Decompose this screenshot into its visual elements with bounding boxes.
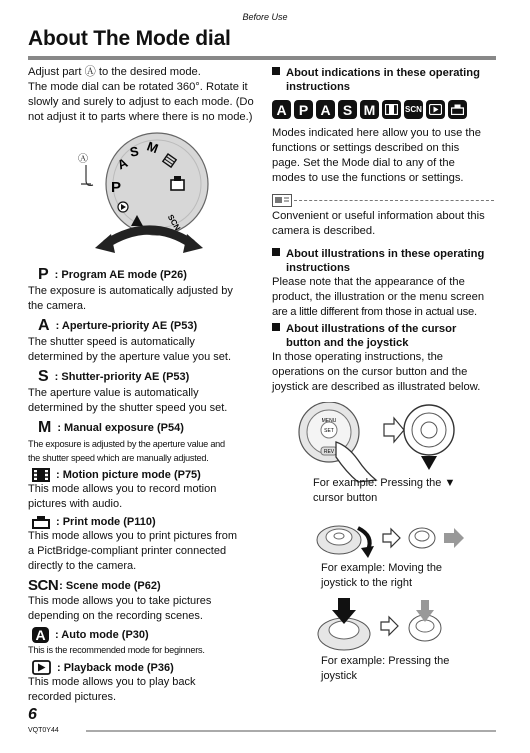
caption-line: For example: Pressing the ▼ xyxy=(313,477,456,489)
mode-auto-header xyxy=(28,627,262,643)
aperture-mode-symbol: A xyxy=(38,317,50,334)
mode-description xyxy=(28,437,262,465)
body-line: are a little different from those in actual use. xyxy=(272,306,477,318)
memo-icon xyxy=(272,194,292,207)
mode-aperture-header xyxy=(28,317,262,335)
mode-body-line: pictures with audio. xyxy=(28,498,123,510)
caption-line: cursor button xyxy=(313,492,378,504)
body-line: Modes indicated here allow you to use the xyxy=(272,127,481,139)
mode-description xyxy=(28,643,262,657)
mode-body-line: the camera. xyxy=(28,300,87,312)
body-line: Please note that the appearance of the xyxy=(272,276,465,288)
body-line: joystick are described as illustrated below. xyxy=(272,381,481,393)
dial-label-s: S xyxy=(128,143,140,160)
scene-mode-symbol: SCN xyxy=(28,577,59,594)
footer-divider xyxy=(86,730,496,732)
intro-line: The mode dial can be rotated 360°. Rotate it xyxy=(28,81,248,93)
bullet-square xyxy=(272,323,280,331)
mode-body-line: The exposure is adjusted by the aperture value and xyxy=(28,439,225,449)
mode-scene-header xyxy=(28,577,262,594)
mode-body-line: directly to the camera. xyxy=(28,560,137,572)
grey-arrow-icon xyxy=(444,528,464,548)
cursor-button-illustration xyxy=(296,402,476,484)
mode-body-line: This mode allows you to take pictures xyxy=(28,595,212,607)
dial-label-a: A xyxy=(115,154,130,173)
part-a-label: Ⓐ xyxy=(78,154,88,165)
program-mode-symbol: P xyxy=(38,266,49,283)
joystick-press-illustration xyxy=(314,598,454,654)
mode-description xyxy=(28,284,262,314)
cursor-heading xyxy=(272,322,498,350)
illustrations-body xyxy=(272,275,498,320)
document-code: VQT0Y44 xyxy=(28,727,59,734)
shutter-mode-symbol: S xyxy=(38,368,49,385)
tip-body xyxy=(272,209,498,239)
movie-icon xyxy=(32,468,50,482)
mode-title: : Print mode (P110) xyxy=(56,516,156,528)
body-line: modes to use the functions or settings. xyxy=(272,172,464,184)
title-divider xyxy=(28,56,496,60)
mode-title: : Scene mode (P62) xyxy=(59,579,161,592)
heading-line: button and the joystick xyxy=(286,337,409,349)
icon-program: P xyxy=(294,100,313,119)
intro-line: Adjust part Ⓐ to the desired mode. xyxy=(28,66,201,78)
mode-title: : Shutter-priority AE (P53) xyxy=(54,371,190,383)
example-caption-3 xyxy=(321,654,449,684)
joystick-right-illustration xyxy=(316,518,466,566)
mode-body-line: depending on the recording scenes. xyxy=(28,610,203,622)
mode-motion-header xyxy=(28,468,262,482)
example-caption-2 xyxy=(321,561,442,591)
body-line: page. Set the Mode dial to any of the xyxy=(272,157,455,169)
outline-arrow-icon xyxy=(381,617,398,635)
indications-body xyxy=(272,126,498,186)
mode-title: : Aperture-priority AE (P53) xyxy=(55,320,198,332)
mode-description xyxy=(28,675,262,705)
mode-body-line: The shutter speed is automatically xyxy=(28,336,195,348)
rotation-arrow xyxy=(106,230,192,244)
caption-line: joystick xyxy=(321,670,358,682)
icon-print xyxy=(448,100,467,119)
right-column xyxy=(272,66,498,395)
example-caption-1 xyxy=(313,476,455,506)
body-line: camera is described. xyxy=(272,225,376,237)
mode-shutter-header xyxy=(28,368,262,386)
mode-title: : Playback mode (P36) xyxy=(57,661,174,674)
icon-aperture: A xyxy=(316,100,335,119)
mode-body-line: The exposure is automatically adjusted by xyxy=(28,285,233,297)
dial-label-scn: SCN xyxy=(165,213,183,233)
body-line: functions or settings described on this xyxy=(272,142,460,154)
mode-description xyxy=(28,335,262,365)
icon-manual: M xyxy=(360,100,379,119)
bullet-square xyxy=(272,248,280,256)
mode-list xyxy=(28,266,262,705)
mode-body-line: The aperture value is automatically xyxy=(28,387,199,399)
mode-description xyxy=(28,482,262,512)
caption-line: For example: Pressing the xyxy=(321,655,450,667)
dial-label-m: M xyxy=(144,138,161,157)
mode-body-line: recorded pictures. xyxy=(28,691,117,703)
dial-label-p: P xyxy=(111,179,122,196)
manual-mode-symbol: M xyxy=(38,419,52,436)
page-number: 6 xyxy=(28,706,37,723)
body-line: Convenient or useful information about this xyxy=(272,210,485,222)
mode-body-line: This mode allows you to record motion xyxy=(28,483,217,495)
mode-title: : Auto mode (P30) xyxy=(55,629,149,641)
outline-arrow-icon xyxy=(383,529,400,547)
mode-body-line: the shutter speed which are manually adjusted. xyxy=(28,453,209,463)
outline-arrow-icon xyxy=(384,418,404,442)
heading-line: instructions xyxy=(286,81,351,93)
mode-body-line: This is the recommended mode for beginners. xyxy=(28,645,205,655)
set-label: SET xyxy=(324,428,334,434)
heading-line: instructions xyxy=(286,262,351,274)
intro-paragraph xyxy=(28,65,260,125)
section-header: Before Use xyxy=(242,12,288,22)
page-title: About The Mode dial xyxy=(28,27,231,50)
auto-mode-icon: A xyxy=(32,627,49,643)
mode-title: : Manual exposure (P54) xyxy=(57,422,184,434)
down-arrow-icon xyxy=(421,456,437,470)
mode-description xyxy=(28,594,262,624)
rev-label: REV xyxy=(323,449,335,455)
mode-body-line: a PictBridge-compliant printer connected xyxy=(28,545,227,557)
indications-heading xyxy=(272,66,498,94)
body-line: product, the illustration or the menu screen xyxy=(272,291,485,303)
heading-line: About indications in these operating xyxy=(286,67,480,79)
mode-body-line: This mode allows you to print pictures from xyxy=(28,530,238,542)
intro-line: not adjust it to parts where there is no mode.) xyxy=(28,111,253,123)
icon-playback xyxy=(426,100,445,119)
caption-line: For example: Moving the xyxy=(321,562,443,574)
icon-auto: A xyxy=(272,100,291,119)
dial-playback-icon xyxy=(118,202,128,212)
mode-program-header xyxy=(28,266,262,284)
body-line: In those operating instructions, the xyxy=(272,351,444,363)
tip-marker xyxy=(272,194,498,207)
mode-body-line: determined by the shutter speed you set. xyxy=(28,402,228,414)
heading-line: About illustrations of the cursor xyxy=(286,323,457,335)
body-line: operations on the cursor button and the xyxy=(272,366,468,378)
mode-description xyxy=(28,386,262,416)
menu-label: MENU xyxy=(321,418,337,424)
tip-dashed-line xyxy=(294,200,494,201)
mode-playback-header xyxy=(28,660,262,675)
print-icon xyxy=(32,515,50,529)
mode-description xyxy=(28,529,262,574)
intro-line: slowly and surely to adjust to each mode. (Do xyxy=(28,96,254,108)
mode-title: : Program AE mode (P26) xyxy=(54,269,187,281)
icon-scene: SCN xyxy=(404,100,423,119)
mode-icon-row xyxy=(272,100,498,119)
mode-print-header xyxy=(28,515,262,529)
play-icon xyxy=(32,660,51,675)
caption-line: joystick to the right xyxy=(321,577,413,589)
cursor-body xyxy=(272,350,498,395)
illustrations-heading xyxy=(272,247,498,275)
mode-title: : Motion picture mode (P75) xyxy=(56,469,201,481)
mode-body-line: determined by the aperture value you set. xyxy=(28,351,232,363)
mode-body-line: This mode allows you to play back xyxy=(28,676,196,688)
heading-line: About illustrations in these operating xyxy=(286,248,485,260)
mode-manual-header xyxy=(28,419,262,437)
mode-dial-illustration xyxy=(75,130,225,268)
bullet-square xyxy=(272,67,280,75)
icon-shutter: S xyxy=(338,100,357,119)
icon-movie xyxy=(382,100,401,119)
